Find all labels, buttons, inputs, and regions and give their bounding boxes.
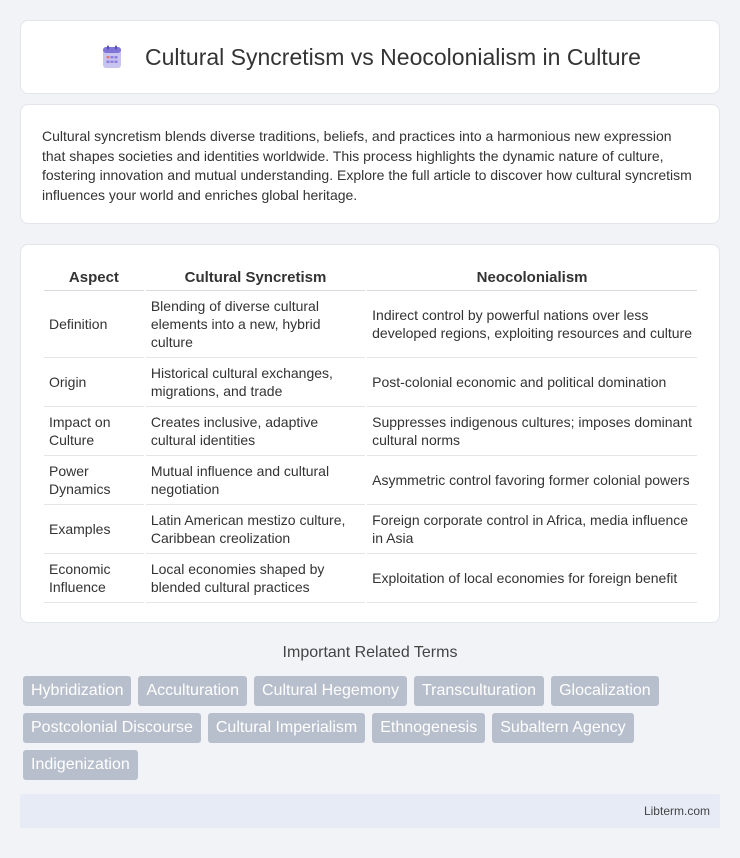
row-neocolonialism: Foreign corporate control in Africa, media influence in Asia xyxy=(367,505,697,554)
related-terms-list xyxy=(23,676,703,787)
title-card xyxy=(20,20,720,94)
row-aspect: Impact on Culture xyxy=(44,407,144,456)
header-aspect: Aspect xyxy=(44,265,144,291)
row-aspect: Examples xyxy=(44,505,144,554)
intro-text: Cultural syncretism blends diverse traditions, beliefs, and practices into a harmonious new expression that shapes societies and identities worldwide. This process highlights the dynamic nature of culture, fostering innovation and mutual understanding. Explore the full article to discover how cultural syncretism influences your world and enriches global heritage. xyxy=(42,128,692,203)
row-syncretism: Historical cultural exchanges, migrations, and trade xyxy=(146,358,365,407)
table-row xyxy=(44,358,697,407)
tag-subaltern-agency[interactable]: Subaltern Agency xyxy=(492,713,633,743)
row-syncretism: Local economies shaped by blended cultural practices xyxy=(146,554,365,603)
header-neocolonialism: Neocolonialism xyxy=(367,265,697,291)
tag-cultural-hegemony[interactable]: Cultural Hegemony xyxy=(254,676,407,706)
row-syncretism: Mutual influence and cultural negotiation xyxy=(146,456,365,505)
table-header-row xyxy=(44,265,697,291)
intro-card xyxy=(20,104,720,224)
row-aspect: Economic Influence xyxy=(44,554,144,603)
table-row xyxy=(44,505,697,554)
tag-indigenization[interactable]: Indigenization xyxy=(23,750,138,780)
row-neocolonialism: Exploitation of local economies for foreign benefit xyxy=(367,554,697,603)
comparison-table xyxy=(42,265,699,603)
row-syncretism: Blending of diverse cultural elements into a new, hybrid culture xyxy=(146,291,365,358)
footer-brand[interactable]: Libterm.com xyxy=(643,804,710,818)
header-cultural-syncretism: Cultural Syncretism xyxy=(146,265,365,291)
row-neocolonialism: Indirect control by powerful nations over less developed regions, exploiting resources and culture xyxy=(367,291,697,358)
row-neocolonialism: Asymmetric control favoring former colonial powers xyxy=(367,456,697,505)
row-neocolonialism: Suppresses indigenous cultures; imposes dominant cultural norms xyxy=(367,407,697,456)
row-aspect: Power Dynamics xyxy=(44,456,144,505)
tag-postcolonial-discourse[interactable]: Postcolonial Discourse xyxy=(23,713,201,743)
row-neocolonialism: Post-colonial economic and political domination xyxy=(367,358,697,407)
tag-glocalization[interactable]: Glocalization xyxy=(551,676,659,706)
table-row xyxy=(44,554,697,603)
footer xyxy=(20,794,720,828)
document-icon xyxy=(99,44,125,70)
tag-cultural-imperialism[interactable]: Cultural Imperialism xyxy=(208,713,365,743)
row-syncretism: Latin American mestizo culture, Caribbean creolization xyxy=(146,505,365,554)
row-aspect: Origin xyxy=(44,358,144,407)
page-title: Cultural Syncretism vs Neocolonialism in Culture xyxy=(145,43,641,70)
row-syncretism: Creates inclusive, adaptive cultural identities xyxy=(146,407,365,456)
tag-acculturation[interactable]: Acculturation xyxy=(138,676,247,706)
tag-transculturation[interactable]: Transculturation xyxy=(414,676,544,706)
row-aspect: Definition xyxy=(44,291,144,358)
tag-hybridization[interactable]: Hybridization xyxy=(23,676,131,706)
tag-ethnogenesis[interactable]: Ethnogenesis xyxy=(372,713,485,743)
table-row xyxy=(44,291,697,358)
related-terms-title: Important Related Terms xyxy=(282,644,458,661)
table-row xyxy=(44,456,697,505)
comparison-table-card xyxy=(20,244,720,623)
table-row xyxy=(44,407,697,456)
